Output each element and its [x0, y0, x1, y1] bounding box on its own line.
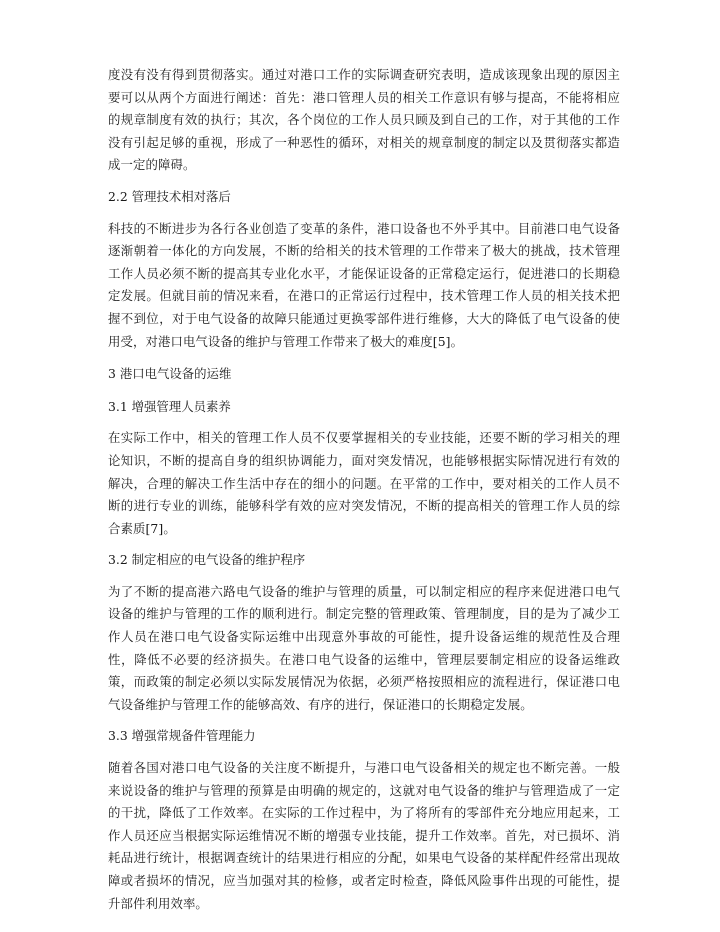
section-heading-3: 3 港口电气设备的运维: [108, 366, 232, 382]
paragraph-tech-management: 科技的不断进步为各行各业创造了变革的条件，港口设备也不外乎其中。目前港口电气设备逐渐朝着一体化的方向发展，不断的给相关的技术管理的工作带来了极大的挑战，技术管理工作人员必须不断的提高其专业化水平，才能保证设备的正常稳定运行，促进港口的长期稳定发展。但就目前的情况来看，在港口的正常运行过程中，技术管理工作人员的相关技术把握不到位，对于电气设备的故障只能通过更换零部件进行维修，大大的降低了电气设备的使用受，对港口电气设备的维护与管理工作带来了极大的难度[5]。: [108, 220, 620, 349]
paragraph-maintenance-procedure: 为了不断的提高港六路电气设备的维护与管理的质量，可以制定相应的程序来促进港口电气设备的维护与管理的工作的顺利进行。制定完整的管理政策、管理制度，目的是为了减少工作人员在港口电气设备实际运维中出现意外事故的可能性，提升设备运维的规范性及合理性，降低不必要的经济损失。在港口电气设备的运维中，管理层要制定相应的设备运维政策，而政策的制定必须以实际发展情况为依据，必须严格按照相应的流程进行，保证港口电气设备维护与管理工作的能够高效、有序的进行，保证港口的长期稳定发展。: [108, 583, 620, 712]
paragraph-staff-quality: 在实际工作中，相关的管理工作人员不仅要掌握相关的专业技能，还要不断的学习相关的理论知识，不断的提高自身的组织协调能力，面对突发情况，也能够根据实际情况进行有效的解决，合理的解决工作生活中存在的细小的问题。在平常的工作中，要对相关的工作人员不断的进行专业的训练，能够科学有效的应对突发情况，不断的提高相关的管理工作人员的综合素质[7]。: [108, 430, 620, 536]
paragraph-spare-parts: 随着各国对港口电气设备的关注度不断提升，与港口电气设备相关的规定也不断完善。一般来说设备的维护与管理的预算是由明确的规定的，这就对电气设备的维护与管理造成了一定的干扰，降低了工作效率。在实际的工作过程中，为了将所有的零部件充分地应用起来，工作人员还应当根据实际运维情况不断的增强专业技能，提升工作效率。首先，对已损坏、消耗品进行统计，根据调查统计的结果进行相应的分配，如果电气设备的某样配件经常出现故障或者损坏的情况，应当加强对其的检修，或者定时检查，降低风险事件出现的可能性，提升部件利用效率。: [108, 760, 620, 911]
section-heading-3-1: 3.1 增强管理人员素养: [108, 398, 231, 414]
section-heading-3-2: 3.2 制定相应的电气设备的维护程序: [108, 552, 306, 568]
paragraph-intro-continuation: 度没有没有得到贯彻落实。通过对港口工作的实际调查研究表明，造成该现象出现的原因主要可以从两个方面进行阐述：首先：港口管理人员的相关工作意识有够与提高，不能将相应的规章制度有效的执行；其次，各个岗位的工作人员只顾及到自己的工作，对于其他的工作没有引起足够的重视，形成了一种恶性的循环，对相关的规章制度的制定以及贯彻落实都造成一定的障碍。: [108, 67, 620, 173]
section-heading-3-3: 3.3 增强常规备件管理能力: [108, 728, 256, 744]
section-heading-2-2: 2.2 管理技术相对落后: [108, 188, 231, 204]
